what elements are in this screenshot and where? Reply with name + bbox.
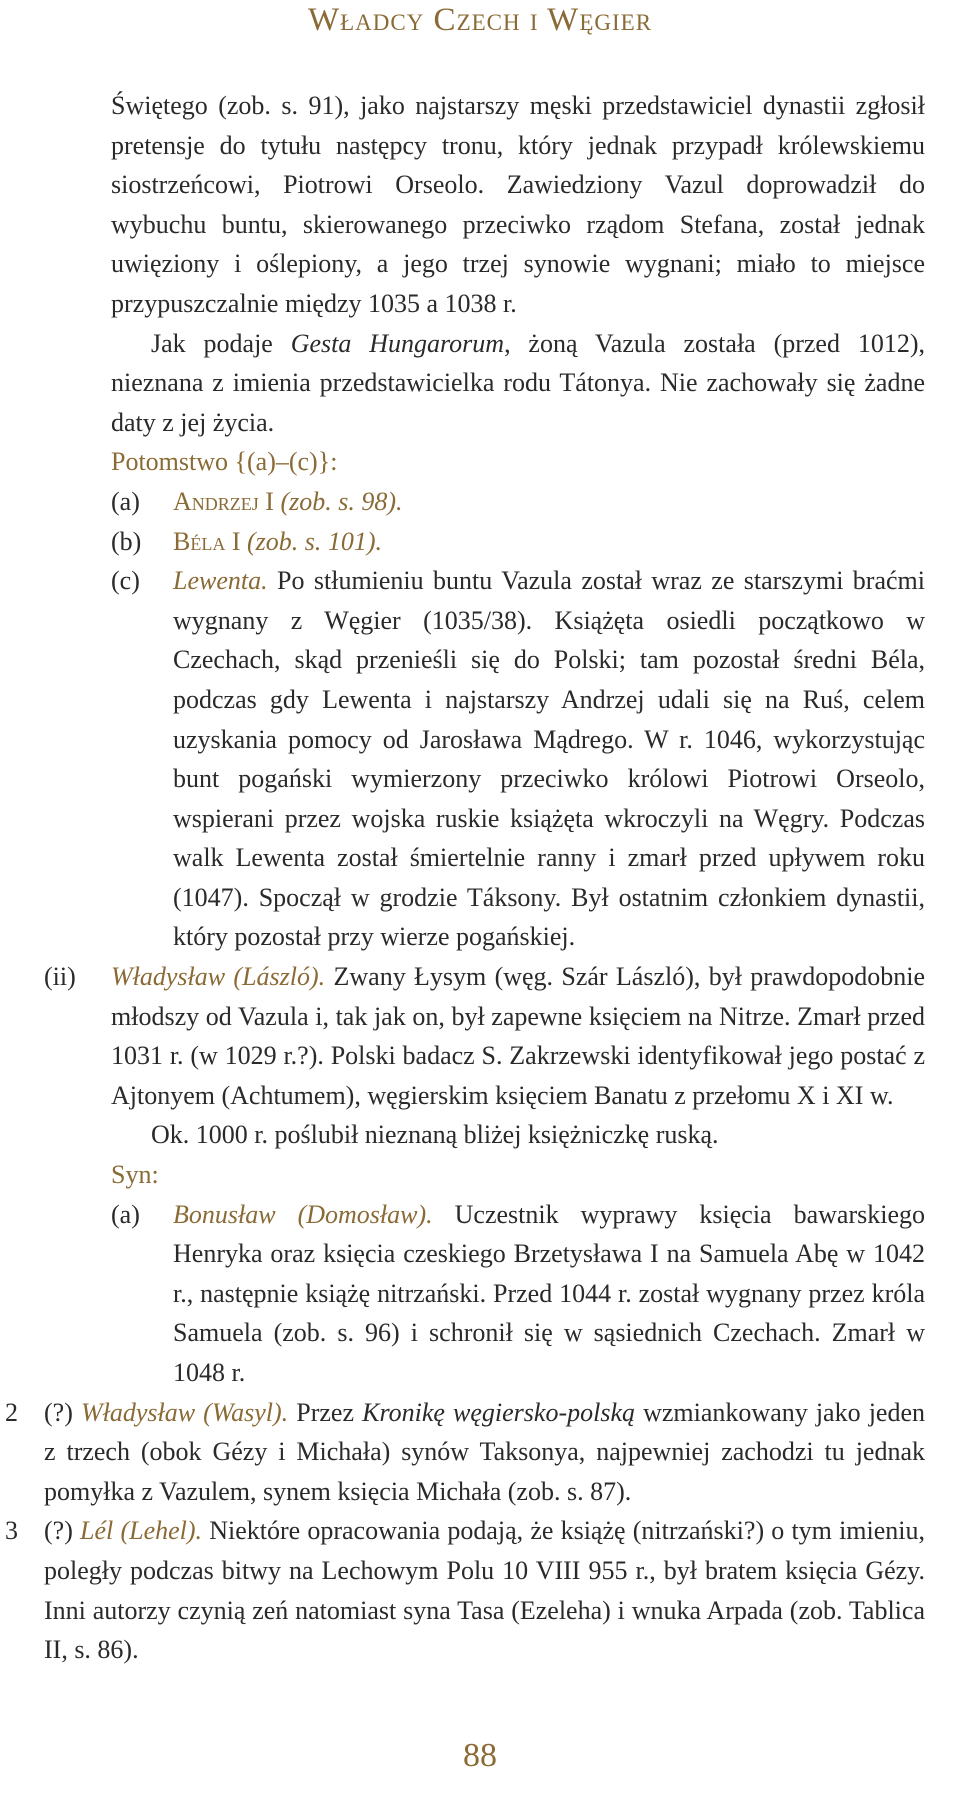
entry-text: wzmiankowany jako jeden z trzech (obok Gézy i Michała) synów Taksonya, najpewniej zachodzi tu jednak pomyłka z Vazulem, synem księcia Michała (zob. s. 87). [44,1397,926,1506]
entry-text: Zwany Łysym (węg. Szár László), był prawdopodobnie młodszy od Vazula i, tak jak on, był zapewne księciem na Nitrze. Zmarł przed 1031 r. (w 1029 r.?). Polski badacz S. Zakrzewski identyfikował jego postać z Ajtonyem (Achtumem), węgierskim księciem Banatu z przełomu X i XI w. [111,962,925,1110]
paragraph-text: Świętego (zob. s. 91), jako najstarszy męski przedstawiciel dynastii zgłosił pretensje do tytułu następcy tronu, który jednak przypadł królewskiemu siostrzeńcowi, Piotrowi Orseolo. Zawiedziony Vazul doprowadził do wybuchu buntu, skierowanego przeciwko rządom Stefana, został jednak uwięziony i oślepiony, a jego trzej synowie wygnani; miało to miejsce przypuszczalnie między 1035 a 1038 r. [111,91,925,318]
child-ref: (zob. s. 98). [280,486,403,516]
son-heading: Syn: [111,1160,159,1190]
child-name: Andrzej I [173,486,274,516]
child-entry-a [0,482,960,522]
page-number: 88 [463,1737,497,1774]
source-title: Gesta Hungarorum [290,328,505,358]
entry-name: Władysław (Wasyl). [80,1397,289,1427]
entry-name: Władysław (László). [111,962,326,992]
uncertain-mark: (?) [44,1516,73,1546]
entry-3 [0,1511,960,1669]
paragraph-pre: Jak podaje [151,328,291,358]
child-name: Lewenta. [173,566,268,596]
paragraph-post: , żoną Vazula została (przed 1012), nieznana z imienia przedstawicielka rodu Tátonya. Nie zachowały się żadne daty z jej życia. [111,328,925,437]
entry-ii-marriage [0,1115,960,1155]
child-name: Béla I [173,526,241,556]
child-label: (c) [111,566,140,596]
uncertain-mark: (?) [44,1397,73,1427]
entry-pre: Przez [296,1397,363,1427]
child-entry-c [0,561,960,957]
child-label: (b) [111,526,142,556]
child-label: (a) [111,486,140,516]
entry-ii [0,957,960,1115]
son-text: Uczestnik wyprawy księcia bawarskiego Henryka oraz księcia czeskiego Brzetysława I na Samuela Abę w 1042 r., następnie książę nitrzański. Przed 1044 r. został wygnany przez króla Samuela (zob. s. 96) i schronił się w sąsiednich Czechach. Zmarł w 1048 r. [173,1199,925,1387]
entry-number: 2 [5,1397,18,1427]
marriage-text: Ok. 1000 r. poślubił nieznaną bliżej księżniczkę ruską. [151,1120,719,1150]
offspring-heading: Potomstwo {(a)–(c)}: [111,447,338,477]
entry-number: 3 [5,1516,18,1546]
page-body [0,86,960,1670]
source-title: Kronikę węgiersko-polską [362,1397,635,1427]
son-name: Bonusław (Domosław). [173,1199,433,1229]
running-header: Władcy Czech i Węgier [307,2,653,38]
entry-2 [0,1393,960,1512]
paragraph-vazul-rebellion [0,86,960,324]
son-label: (a) [111,1199,140,1229]
entry-text: Niektóre opracowania podają, że książę (nitrzański?) o tym imieniu, poległy podczas bitwy na Lechowym Polu 10 VIII 955 r., był bratem księcia Gézy. Inni autorzy czynią zeń natomiast syna Tasa (Ezeleha) i wnuka Arpada (zob. Tablica II, s. 86). [44,1516,926,1665]
child-text: Po stłumieniu buntu Vazula został wraz ze starszymi braćmi wygnany z Węgier (1035/38). Książęta osiedli początkowo w Czechach, skąd przenieśli się do Polski; tam pozostał średni Béla, podczas gdy Lewenta i najstarszy Andrzej udali się na Ruś, celem uzyskania pomocy od Jarosława Mądrego. W r. 1046, wykorzystując bunt pogański wymierzony przeciwko królowi Piotrowi Orseolo, wspierani przez wojska ruskie książęta wkroczyli na Węgry. Podczas walk Lewenta został śmiertelnie ranny i zmarł przed upływem roku (1047). Spoczął w grodzie Táksony. Był ostatnim członkiem dynastii, który pozostał przy wierze pogańskiej. [173,566,925,952]
entry-name: Lél (Lehel). [80,1516,203,1546]
son-entry-a [0,1195,960,1393]
paragraph-wife [0,324,960,443]
child-entry-b [0,522,960,562]
entry-label: (ii) [44,962,76,992]
child-ref: (zob. s. 101). [247,526,383,556]
